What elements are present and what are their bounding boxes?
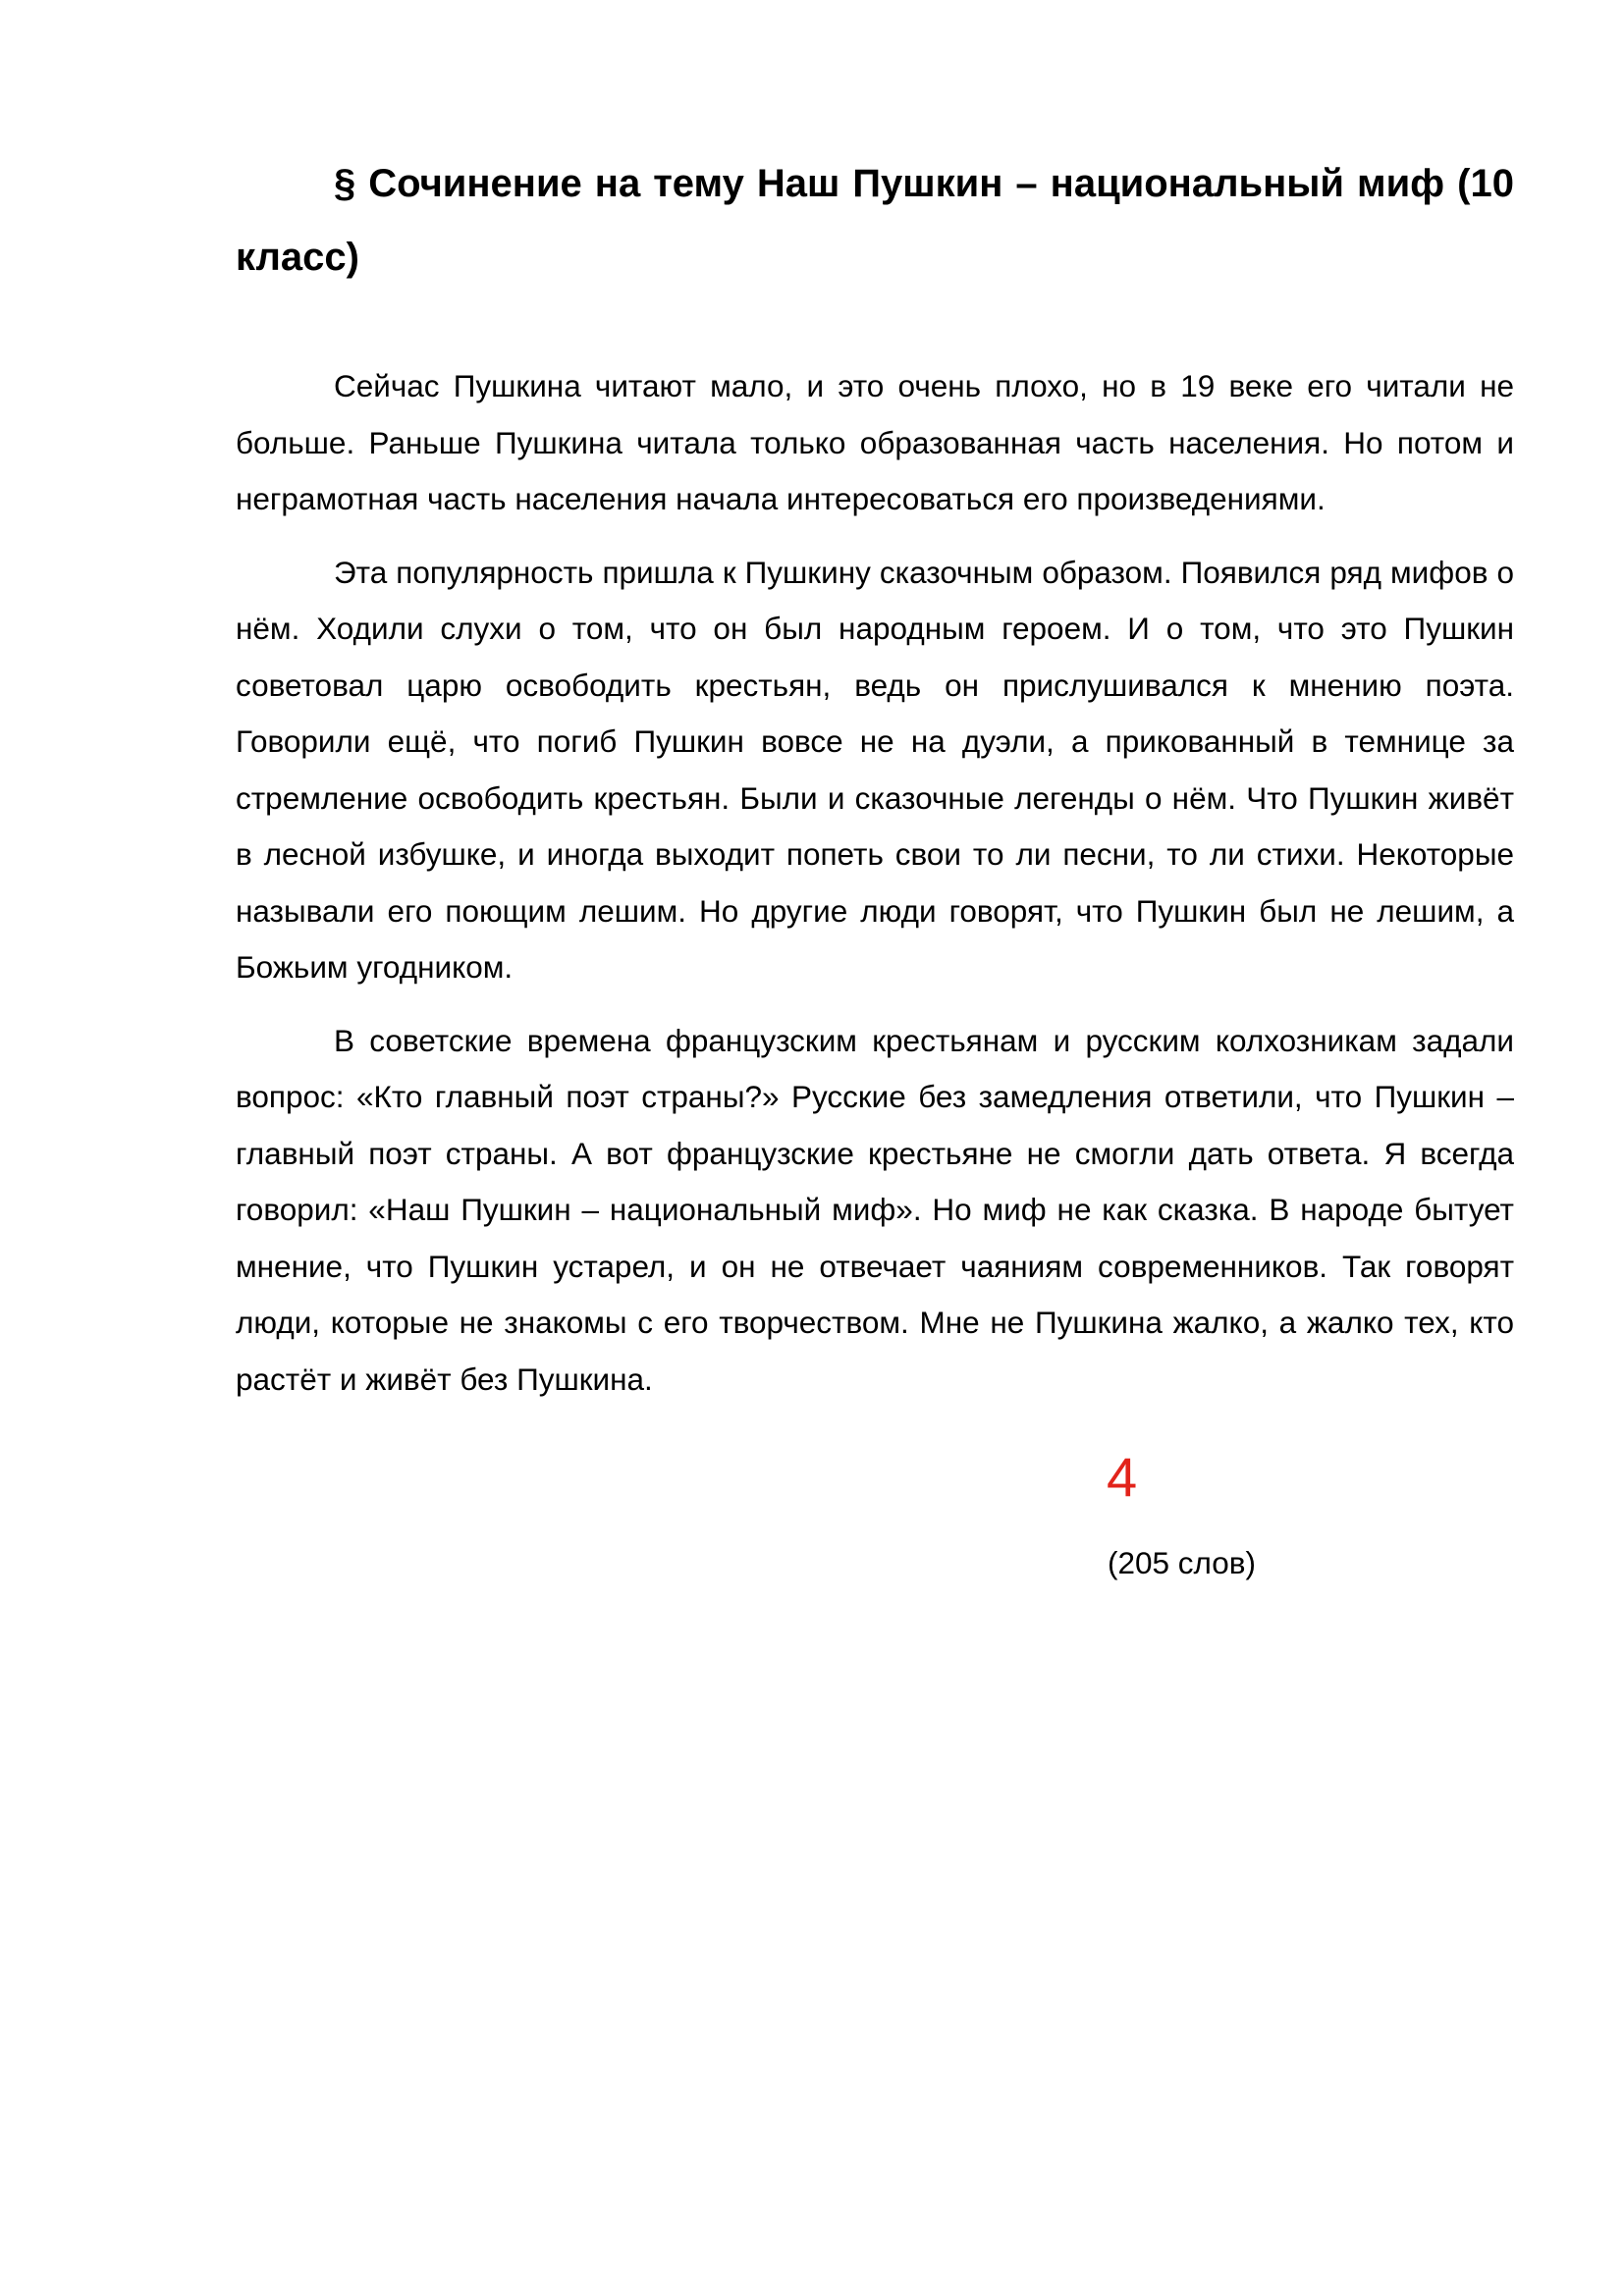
paragraph-3: В советские времена французским крестьянам и русским колхозникам задали вопрос: «Кто главный поэт страны?» Русские без замедления ответили, что Пушкин – главный поэт страны. А вот французские крестьяне не смогли дать ответа. Я всегда говорил: «Наш Пушкин – национальный миф». Но миф не как сказка. В народе бытует мнение, что Пушкин устарел, и он не отвечает чаяниям современников. Так говорят люди, которые не знакомы с его творчеством. Мне не Пушкина жалко, а жалко тех, кто растёт и живёт без Пушкина. xyxy=(236,1022,1514,1397)
paragraph-1: Сейчас Пушкина читают мало, и это очень плохо, но в 19 веке его читали не больше. Раньше Пушкина читала только образованная часть населения. Но потом и неграмотная часть населения начала интересоваться его произведениями. xyxy=(236,368,1514,516)
word-count: (205 слов) xyxy=(1108,1545,1257,1580)
grade-mark: 4 xyxy=(1107,1446,1138,1508)
essay-body xyxy=(236,358,1514,1424)
essay-title: § Сочинение на тему Наш Пушкин – национальный миф (10 класс) xyxy=(236,162,1514,279)
paragraph-2: Эта популярность пришла к Пушкину сказочным образом. Появился ряд мифов о нём. Ходили слухи о том, что он был народным героем. И о том, что это Пушкин советовал царю освободить крестьян, ведь он прислушивался к мнению поэта. Говорили ещё, что погиб Пушкин вовсе не на дуэли, а прикованный в темнице за стремление освободить крестьян. Были и сказочные легенды о нём. Что Пушкин живёт в лесной избушке, и иногда выходит попеть свои то ли песни, то ли стихи. Некоторые называли его поющим лешим. Но другие люди говорят, что Пушкин был не лешим, а Божьим угодником. xyxy=(236,554,1514,985)
